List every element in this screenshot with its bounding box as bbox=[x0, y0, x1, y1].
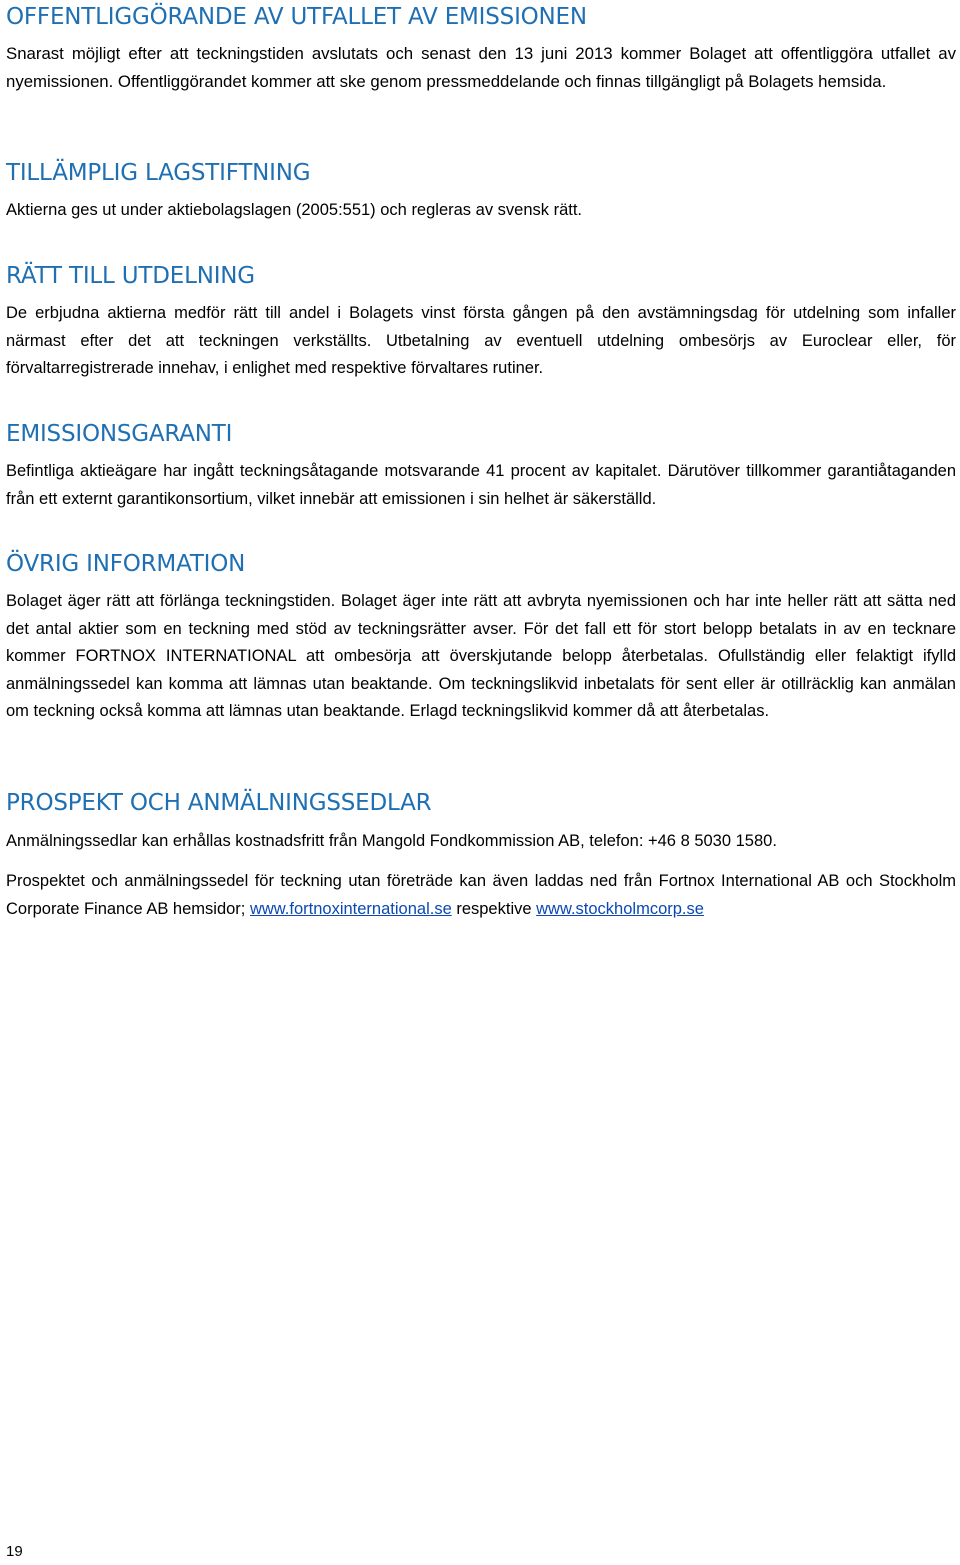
heading-emissionsgaranti: EMISSIONSGARANTI bbox=[6, 421, 233, 447]
paragraph-offentliggorande: Snarast möjligt efter att teckningstiden avslutats och senast den 13 juni 2013 kommer Bolaget att offentliggöra utfallet av nyemissionen. Offentliggörandet kommer att ske genom pressmeddelande och finnas tillgängligt på Bolagets hemsida. bbox=[6, 44, 956, 91]
heading-prospekt-och-anmalningssedlar: PROSPEKT OCH ANMÄLNINGSSEDLAR bbox=[6, 790, 432, 816]
prospektet-text-between: respektive bbox=[451, 899, 537, 918]
fortnox-website-link[interactable]: www.fortnoxinternational.se bbox=[249, 899, 452, 918]
prospektet-text-before: Prospektet och anmälningssedel för teckning utan företräde kan även laddas ned från Fortnox International AB och Stockholm Corporate Finance AB hemsidor; bbox=[6, 872, 956, 918]
paragraph-tillamplig-lagstiftning: Aktierna ges ut under aktiebolagslagen (2005:551) och regleras av svensk rätt. bbox=[6, 201, 583, 219]
paragraph-prospektet bbox=[6, 868, 956, 923]
page-number: 19 bbox=[6, 1543, 23, 1560]
stockholmcorp-website-link[interactable]: www.stockholmcorp.se bbox=[536, 899, 704, 918]
heading-offentliggorande: OFFENTLIGGÖRANDE AV UTFALLET AV EMISSIONEN bbox=[6, 4, 587, 30]
paragraph-emissionsgaranti: Befintliga aktieägare har ingått teckningsåtagande motsvarande 41 procent av kapitalet. Därutöver tillkommer garantiåtaganden från ett externt garantikonsortium, vilket innebär att emissionen i sin helhet är säkerställd. bbox=[6, 462, 956, 508]
paragraph-ovrig-information: Bolaget äger rätt att förlänga teckningstiden. Bolaget äger inte rätt att avbryta nyemissionen och har inte heller rätt att sätta ned det antal aktier som en teckning med stöd av teckningsrätter avser. För det fall ett för stort belopp betalats in av en tecknare kommer FORTNOX INTERNATIONAL att ombesörja att överskjutande belopp återbetalas. Ofullständig eller felaktigt ifylld anmälningssedel kan komma att lämnas utan beaktande. Om teckningslikvid inbetalats för sent eller är otillräcklig kan anmälan om teckning också komma att lämnas utan beaktande. Erlagd teckningslikvid kommer då att återbetalas. bbox=[6, 592, 956, 720]
heading-tillamplig-lagstiftning: TILLÄMPLIG LAGSTIFTNING bbox=[6, 160, 311, 186]
heading-ratt-till-utdelning: RÄTT TILL UTDELNING bbox=[6, 263, 255, 289]
heading-ovrig-information: ÖVRIG INFORMATION bbox=[6, 551, 246, 577]
paragraph-ratt-till-utdelning: De erbjudna aktierna medför rätt till andel i Bolagets vinst första gången på den avstämningsdag för utdelning som infaller närmast efter det att teckningen verkställts. Utbetalning av eventuell utdelning ombesörjs av Euroclear eller, för förvaltarregistrerade innehav, i enlighet med respektive förvaltares rutiner. bbox=[6, 304, 956, 377]
paragraph-anmalningssedlar: Anmälningssedlar kan erhållas kostnadsfritt från Mangold Fondkommission AB, telefon: +46 8 5030 1580. bbox=[6, 832, 777, 850]
